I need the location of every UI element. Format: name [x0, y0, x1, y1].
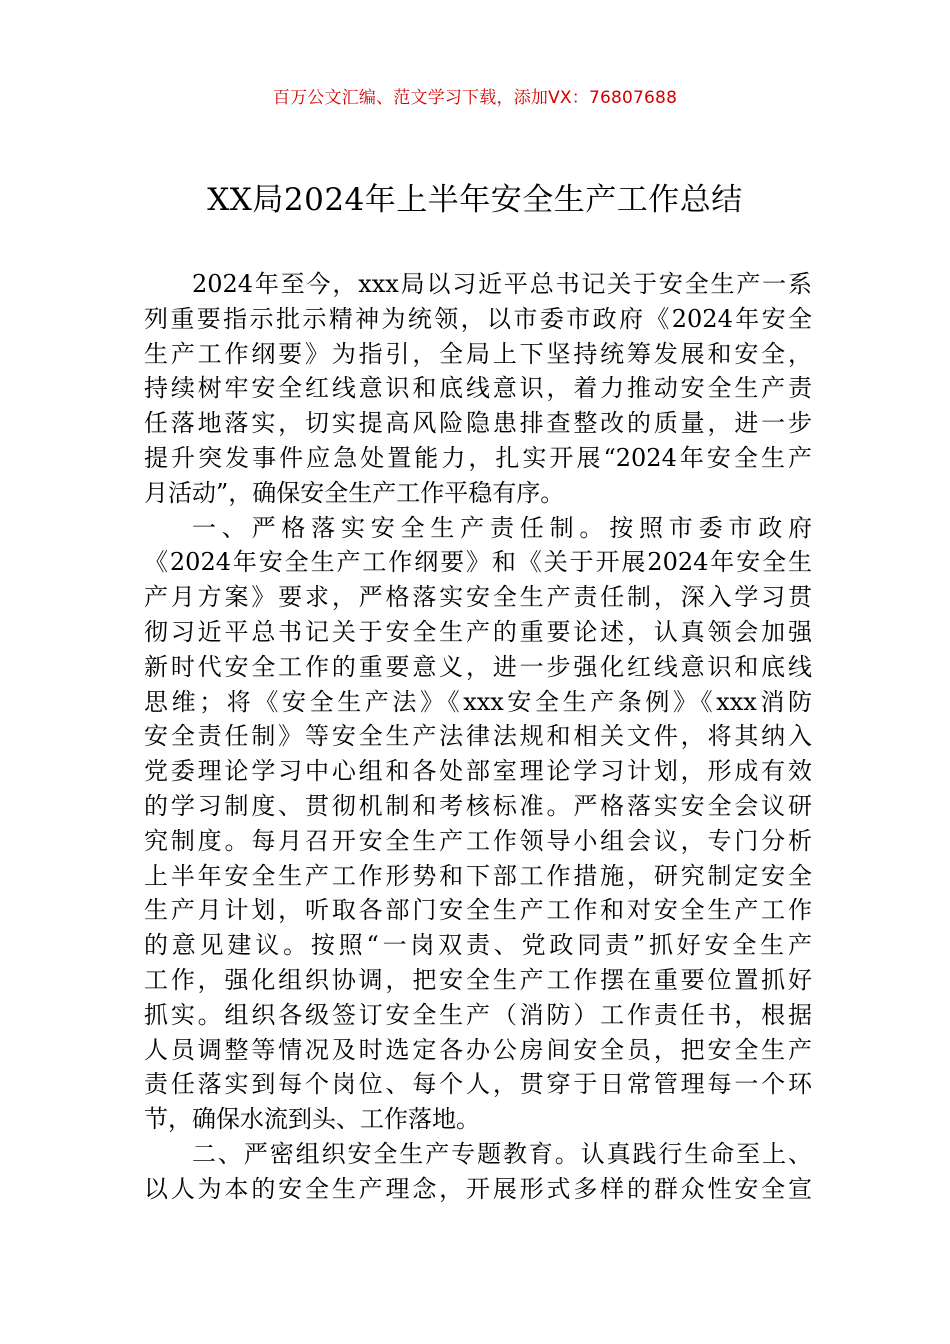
body-text-line: 节，确保水流到头、工作落地。: [144, 1105, 480, 1134]
body-text-line: 列重要指示批示精神为统领，以市委市政府《2024年安全: [144, 304, 812, 333]
body-text-line: 《2024年安全生产工作纲要》和《关于开展2024年安全生: [144, 548, 812, 577]
document-title: XX局2024年上半年安全生产工作总结: [207, 182, 743, 218]
body-text-line: 产月方案》要求，严格落实安全生产责任制，深入学习贯: [144, 583, 812, 612]
body-text-line: 一、严格落实安全生产责任制。按照市委市政府: [192, 513, 812, 542]
body-text-line: 提升突发事件应急处置能力，扎实开展“2024年安全生产: [144, 443, 812, 472]
body-text-line: 党委理论学习中心组和各处部室理论学习计划，形成有效: [144, 757, 812, 786]
document-body: [144, 267, 812, 1207]
body-text-line: 以人为本的安全生产理念，开展形式多样的群众性安全宣: [144, 1174, 812, 1203]
body-text-line: 思维；将《安全生产法》《xxx安全生产条例》《xxx消防: [144, 687, 812, 716]
body-text-line: 究制度。每月召开安全生产工作领导小组会议，专门分析: [144, 826, 812, 855]
body-text-line: 责任落实到每个岗位、每个人，贯穿于日常管理每一个环: [144, 1070, 812, 1099]
body-text-line: 任落地落实，切实提高风险隐患排查整改的质量，进一步: [144, 409, 812, 438]
body-text-line: 上半年安全生产工作形势和下部工作措施，研究制定安全: [144, 861, 812, 890]
body-text-line: 新时代安全工作的重要意义，进一步强化红线意识和底线: [144, 652, 812, 681]
body-text-line: 抓实。组织各级签订安全生产（消防）工作责任书，根据: [144, 1000, 812, 1029]
body-text-line: 的意见建议。按照“一岗双责、党政同责”抓好安全生产: [144, 931, 812, 960]
body-text-line: 人员调整等情况及时选定各办公房间安全员，把安全生产: [144, 1035, 812, 1064]
body-text-line: 持续树牢安全红线意识和底线意识，着力推动安全生产责: [144, 374, 812, 403]
header-watermark-note: 百万公文汇编、范文学习下载，添加VX：76807688: [272, 88, 678, 108]
body-text-line: 月活动”，确保安全生产工作平稳有序。: [144, 478, 565, 507]
body-text-line: 2024年至今，xxx局以习近平总书记关于安全生产一系: [192, 270, 812, 298]
body-text-line: 的学习制度、贯彻机制和考核标准。严格落实安全会议研: [144, 791, 812, 820]
body-text-line: 二、严密组织安全生产专题教育。认真践行生命至上、: [192, 1139, 812, 1168]
body-text-line: 彻习近平总书记关于安全生产的重要论述，认真领会加强: [144, 617, 812, 646]
body-text-line: 工作，强化组织协调，把安全生产工作摆在重要位置抓好: [144, 965, 812, 994]
body-text-line: 生产月计划，听取各部门安全生产工作和对安全生产工作: [144, 896, 812, 925]
body-text-line: 生产工作纲要》为指引，全局上下坚持统筹发展和安全，: [144, 339, 812, 368]
body-text-line: 安全责任制》等安全生产法律法规和相关文件，将其纳入: [144, 722, 812, 751]
